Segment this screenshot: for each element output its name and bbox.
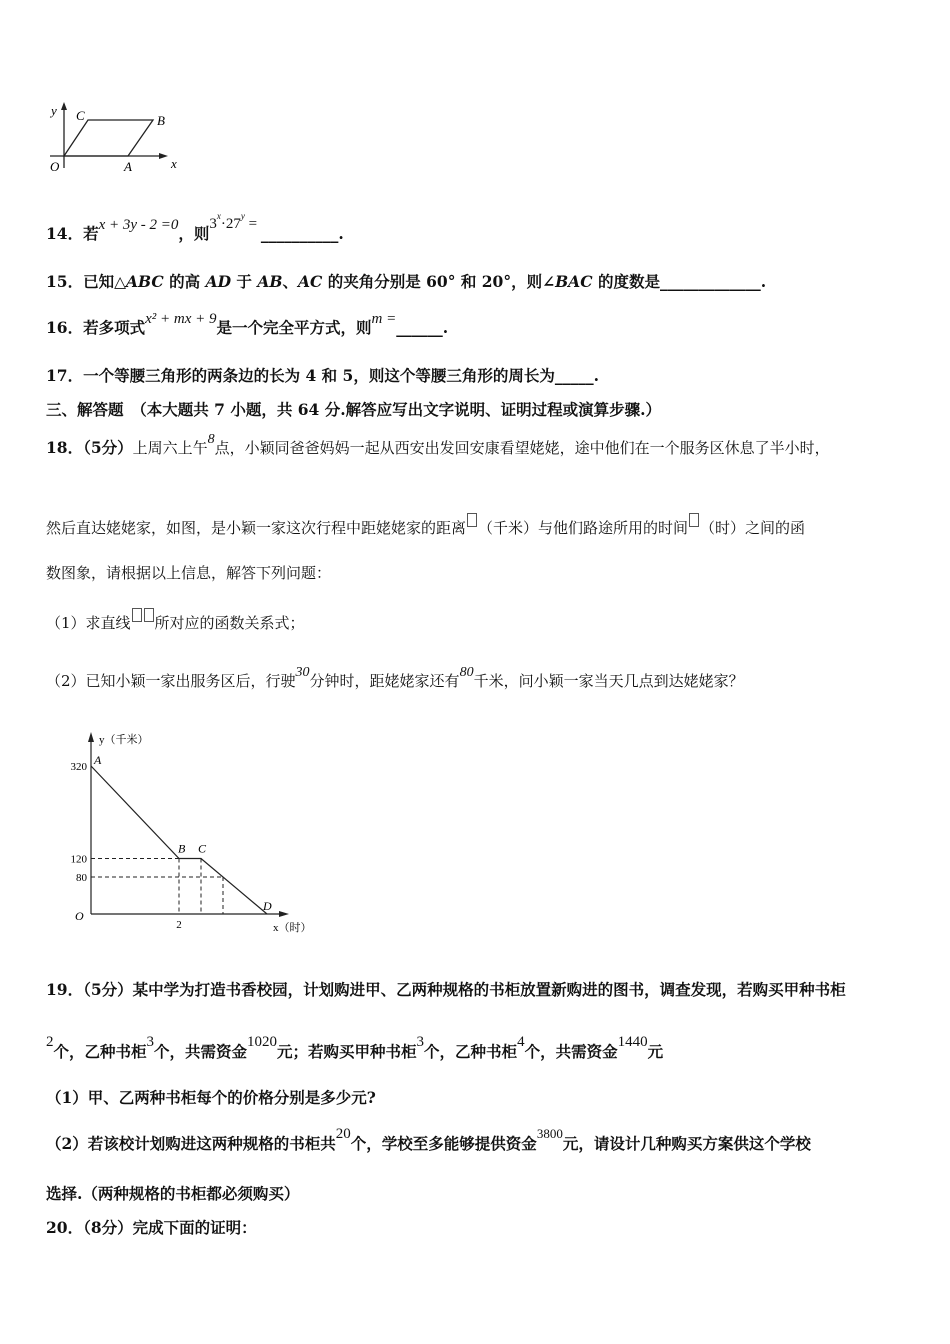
chart-y-arrow <box>88 732 94 742</box>
q14-pow-exp: x <box>216 210 221 221</box>
q14-eq: = <box>244 216 261 232</box>
q16-expr: x² + mx + 9 <box>145 311 217 327</box>
q18-p2c: 千米，问小颖一家当天几点到达姥姥家？ <box>473 672 744 690</box>
q14-dot-exp: y <box>240 210 245 221</box>
chart-y-tick-120: 120 <box>70 853 87 866</box>
q19-t2: 个，共需资金 <box>154 1042 248 1061</box>
section-3-header: 三、解答题 （本大题共 7 小题，共 64 分.解答应写出文字说明、证明过程或演算步骤.） <box>46 400 661 419</box>
q19-p2n1: 20 <box>335 1126 351 1142</box>
q15-blank: _____________ <box>659 272 761 291</box>
q18-p2b: 分钟时，距姥姥家还有 <box>309 672 460 690</box>
q19-t4: 个，乙种书柜 <box>424 1042 518 1061</box>
q19-n3: 1020 <box>247 1034 278 1050</box>
question-14 <box>46 210 344 244</box>
q15-ad: AD <box>205 272 232 291</box>
q14-end: . <box>338 224 344 243</box>
q15-t3: 于 <box>231 272 258 291</box>
question-19-line2 <box>46 1034 664 1062</box>
chart-x-tick-2: 2 <box>176 919 182 931</box>
q15-ac: AC <box>297 272 323 291</box>
placeholder-box-icon <box>144 608 154 622</box>
chart-y-tick-80: 80 <box>76 872 87 884</box>
question-16 <box>46 311 449 338</box>
q18-l2c: （时）之间的函 <box>700 519 806 537</box>
fig13-y-arrow <box>61 102 67 110</box>
q15-ab: AB <box>257 272 283 291</box>
chart-origin-label: O <box>75 909 84 923</box>
question-17 <box>46 364 599 386</box>
q19-t5: 个，共需资金 <box>524 1042 618 1061</box>
q15-t2: 的高 <box>163 272 206 291</box>
distance-time-chart <box>55 728 335 940</box>
q15-abc: ABC <box>126 272 164 291</box>
fig13-label-x: x <box>171 156 177 171</box>
q18-l1b: 点，小颖同爸爸妈妈一起从西安出发回安康看望姥姥，途中他们在一个服务区休息了半小时， <box>214 439 830 457</box>
q16-m: m = <box>371 311 397 327</box>
placeholder-box-icon <box>467 513 477 527</box>
chart-x-label: x（时） <box>273 922 312 934</box>
q19-p2b: 个，学校至多能够提供资金 <box>350 1134 537 1153</box>
fig13-parallelogram <box>64 120 153 156</box>
q18-l1n: 8 <box>207 432 215 447</box>
q14-dot: ·27 <box>220 216 241 232</box>
fig13-x-arrow <box>159 153 168 159</box>
q19-n6: 1440 <box>617 1034 648 1050</box>
question-15 <box>46 270 766 292</box>
q19-p2c: 元，请设计几种购买方案供这个学校 <box>562 1134 811 1153</box>
question-18-part2 <box>46 665 744 691</box>
placeholder-box-icon <box>689 513 699 527</box>
question-18-line3: 数图象，请根据以上信息，解答下列问题： <box>46 564 332 582</box>
q17-blank: _____ <box>554 366 594 385</box>
q18-l1a: 上周六上午 <box>132 439 208 457</box>
q15-t4: 、 <box>282 272 298 291</box>
q19-t6: 元 <box>647 1042 664 1061</box>
q16-blank: ______ <box>396 318 443 337</box>
q14-label: 14．若 <box>46 224 99 243</box>
fig13-label-y: y <box>51 103 57 118</box>
question-20: 20．（8分）完成下面的证明： <box>46 1218 257 1237</box>
q18-l2a: 然后直达姥姥家，如图，是小颖一家这次行程中距姥姥家的距离 <box>46 519 467 537</box>
q15-t1: 15．已知△ <box>46 272 126 291</box>
question-19-part2-cont: 选择.（两种规格的书柜都必须购买） <box>46 1184 300 1203</box>
chart-series-line <box>91 766 267 914</box>
question-19-part1: （1）甲、乙两种书柜每个的价格分别是多少元? <box>46 1088 376 1107</box>
q15-bac: BAC <box>555 272 593 291</box>
q15-t6: 的度数是 <box>592 272 660 291</box>
q18-label: 18．（5分） <box>46 438 133 457</box>
q18-p2a: （2）已知小颖一家出服务区后，行驶 <box>46 672 296 690</box>
q19-n2: 3 <box>146 1034 155 1050</box>
question-19-line1: 19．（5分）某中学为打造书香校园，计划购进甲、乙两种规格的书柜放置新购进的图书，调查发现，若购买甲种书柜 <box>46 980 846 999</box>
chart-y-label: y（千米） <box>99 734 149 746</box>
chart-point-label-a: A <box>94 753 102 767</box>
q19-n4: 3 <box>416 1034 425 1050</box>
q16-end: . <box>442 318 449 337</box>
q14-blank: __________ <box>260 224 339 243</box>
question-18-line2 <box>46 513 805 538</box>
q19-p2a: （2）若该校计划购进这两种规格的书柜共 <box>46 1134 336 1153</box>
q16-t1: 16．若多项式 <box>46 318 146 337</box>
q15-end: . <box>760 272 767 291</box>
fig13-label-a: A <box>124 159 132 174</box>
chart-point-label-b: B <box>178 841 186 856</box>
parallelogram-figure <box>40 98 200 180</box>
q14-mid: ，则 <box>178 224 210 243</box>
chart-y-tick-320: 320 <box>70 761 87 773</box>
q19-n5: 4 <box>517 1034 525 1050</box>
question-19-part2 <box>46 1126 811 1154</box>
q17-text: 17．一个等腰三角形的两条边的长为 4 和 5，则这个等腰三角形的周长为 <box>46 366 555 385</box>
question-18-part1 <box>46 608 305 633</box>
q19-t3: 元；若购买甲种书柜 <box>277 1042 417 1061</box>
fig13-label-o: O <box>50 159 60 174</box>
q19-n1: 2 <box>46 1034 54 1050</box>
fig13-label-b: B <box>157 113 165 128</box>
chart-point-label-d: D <box>263 899 272 913</box>
q14-expr: x + 3y - 2 =0 <box>98 217 179 233</box>
fig13-label-c: C <box>76 108 85 123</box>
question-18-line1 <box>46 432 830 458</box>
q18-p1a: （1）求直线 <box>46 614 131 632</box>
q17-end: . <box>593 366 599 385</box>
q19-t1: 个，乙种书柜 <box>53 1042 147 1061</box>
q19-p2n2: 3800 <box>536 1126 563 1141</box>
q14-pow: 3 <box>209 216 217 232</box>
q15-t5: 的夹角分别是 60° 和 20°，则∠ <box>322 272 556 291</box>
q16-t2: 是一个完全平方式，则 <box>216 318 372 337</box>
chart-point-label-c: C <box>198 841 207 856</box>
q18-p2n2: 80 <box>459 665 474 680</box>
q18-p1b: 所对应的函数关系式； <box>154 614 305 632</box>
q18-l2b: （千米）与他们路途所用的时间 <box>478 519 689 537</box>
q18-p2n1: 30 <box>295 665 310 680</box>
chart-x-arrow <box>279 911 289 917</box>
placeholder-box-icon <box>132 608 142 622</box>
